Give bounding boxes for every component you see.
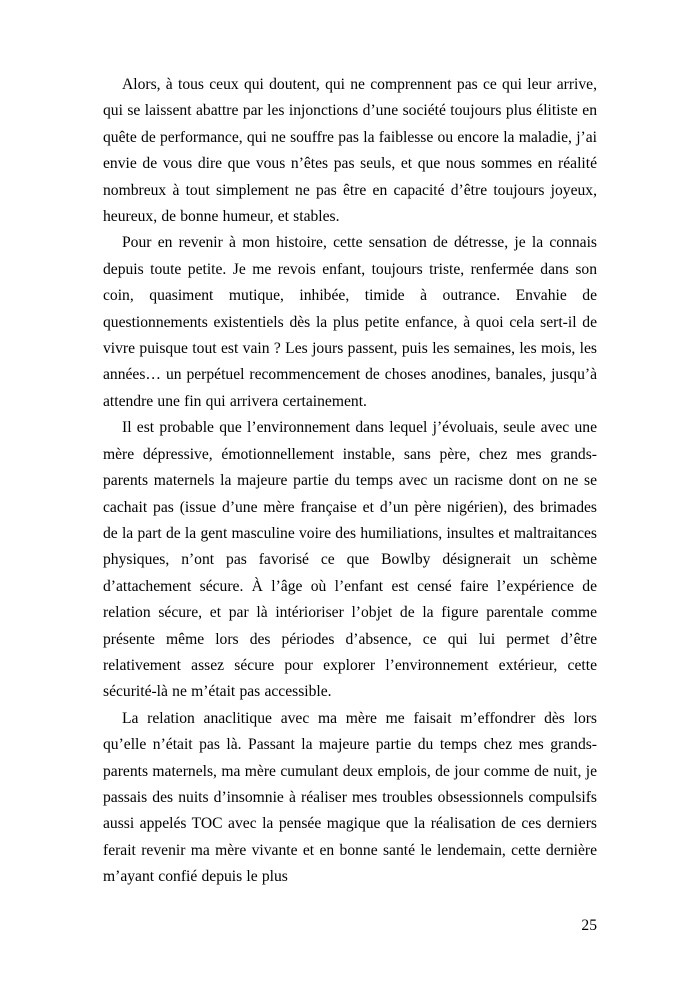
paragraph: Alors, à tous ceux qui doutent, qui ne comprennent pas ce qui leur arrive, qui se laissent abattre par les injonctions d’une société toujours plus élitiste en quête de performance, qui ne souffre pas la faiblesse ou encore la maladie, j’ai envie de vous dire que vous n’êtes pas seuls, et que nous sommes en réalité nombreux à tout simplement ne pas être en capacité d’être toujours joyeux, heureux, de bonne humeur, et stables. xyxy=(103,76,597,226)
page-number: 25 xyxy=(581,917,597,934)
paragraph: Pour en revenir à mon histoire, cette sensation de détresse, je la connais depuis toute petite. Je me revois enfant, toujours triste, renfermée dans son coin, quasiment mutique, inhibée, timide à outrance. Envahie de questionnements existentiels dès la plus petite enfance, à quoi cela sert-il de vivre puisque tout est vain ? Les jours passent, puis les semaines, les mois, les années… un perpétuel recommencement de choses anodines, banales, jusqu’à attendre une fin qui arrivera certainement. xyxy=(103,234,597,410)
page-text-block xyxy=(103,72,597,891)
paragraph: La relation anaclitique avec ma mère me faisait m’effondrer dès lors qu’elle n’était pas là. Passant la majeure partie du temps chez mes grands-parents maternels, ma mère cumulant deux emplois, de jour comme de nuit, je passais des nuits d’insomnie à réaliser mes troubles obsessionnels compulsifs aussi appelés TOC avec la pensée magique que la réalisation de ces derniers ferait revenir ma mère vivante et en bonne santé le lendemain, cette dernière m’ayant confié depuis le plus xyxy=(103,709,597,886)
paragraph: Il est probable que l’environnement dans lequel j’évoluais, seule avec une mère dépressive, émotionnellement instable, sans père, chez mes grands-parents maternels la majeure partie du temps avec un racisme dont on ne se cachait pas (issue d’une mère française et d’un père nigérien), des brimades de la part de la gent masculine voire des humiliations, insultes et maltraitances physiques, n’ont pas favorisé ce que Bowlby désignerait un schème d’attachement sécure. À l’âge où l’enfant est censé faire l’expérience de relation sécure, et par là intérioriser l’objet de la figure parentale comme présente même lors des périodes d’absence, ce qui lui permet d’être relativement assez sécure pour explorer l’environnement extérieur, cette sécurité-là ne m’était pas accessible. xyxy=(103,419,597,701)
